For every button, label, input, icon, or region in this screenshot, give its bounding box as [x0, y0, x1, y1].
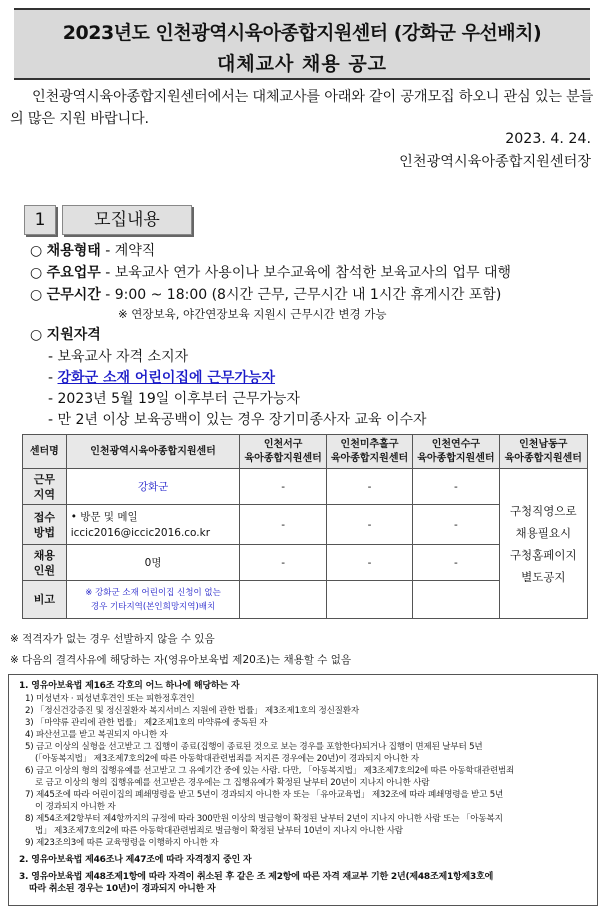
main-duty: ○ 주요업무 - 보육교사 연가 사용이나 보수교육에 참석한 보육교사의 업무 대행 — [30, 265, 512, 281]
work-hours: ○ 근무시간 - 9:00 ~ 18:00 (8시간 근무, 근무시간 내 1시간 휴게시간 포함) — [30, 287, 502, 303]
application-method: • 방문 및 메일 iccic2016@iccic2016.co.kr — [66, 505, 240, 545]
qual-item: - 강화군 소재 어린이집에 근무가능자 — [48, 370, 275, 386]
headcount: 0명 — [66, 545, 240, 581]
issuer-name: 인천광역시육아종합지원센터장 — [399, 154, 591, 170]
note-disqualification: ※ 다음의 결격사유에 해당하는 자(영유아보육법 제20조)는 채용할 수 없음 — [10, 654, 352, 666]
table-header: 인천광역시육아종합지원센터 — [66, 435, 240, 469]
bullet-icon: ○ — [30, 265, 43, 281]
work-region: 강화군 — [66, 469, 240, 505]
qual-item: - 보육교사 자격 소지자 — [48, 349, 189, 365]
recruitment-table — [22, 434, 588, 619]
title-banner — [14, 8, 590, 80]
bullet-icon: ○ — [30, 243, 43, 259]
qualifications-heading: ○ 지원자격 — [30, 327, 101, 343]
work-hours-note: ※ 연장보육, 야간연장보육 지원시 근무시간 변경 가능 — [118, 307, 387, 321]
qual-item: - 만 2년 이상 보육공백이 있는 경우 장기미종사자 교육 이수자 — [48, 412, 427, 428]
disqualification-box: 1. 영유아보육법 제16조 각호의 어느 하나에 해당하는 자 1) 미성년자 · 피성년후견인 또는 피한정후견인 2) 「정신건강증진 및 정신질환자 복지서비스 지원에 관한 법률」 제3조제1호의 정신질환자 3) 「마약류 관리에 관한 법률」 제2조제1호의 마약류에 중독된 자 4) 파산선고를 받고 복권되지 아니한 자 5) 금고 이상의 실형을 선고받고 그 집행이 종료(집행이 종료된 것으로 보는 경우를 포함한다)되거나 집행이 면제된 날부터 5년 (「아동복지법」 제3조제7호의2에 따른 아동학대관련범죄를 저지른 경우에는 20년)이 경과되지 아니한 자 6) 금고 이상의 형의 집행유예를 선고받고 그 유예기간 중에 있는 사람. 다만, 「아동복지법」 제3조제7호의2에 따른 아동학대관련범죄 로 금고 이상의 형의 집행유예를 선고받은 경우에는 그 집행유예가 확정된 날부터 20년이 지나지 아니한 사람 7) 제45조에 따라 어린이집의 폐쇄명령을 받고 5년이 경과되지 아니한 자 또는 「유아교육법」 제32조에 따라 폐쇄명령을 받고 5년 이 경과되지 아니한 자 8) 제54조제2항부터 제4항까지의 규정에 따라 300만원 이상의 벌금형이 확정된 날부터 2년이 지나지 아니한 사람 또는 「아동복지 법」 제3조제7호의2에 따른 아동학대관련범죄로 벌금형이 확정된 날부터 10년이 지나지 아니한 사람 9) 제23조의3에 따른 교육명령을 이행하지 아니한 자 2. 영유아보육법 제46조나 제47조에 따라 자격정지 중인 자 3. 영유아보육법 제48조제1항에 따라 자격이 취소된 후 같은 조 제2항에 따른 자격 재교부 기한 2년(제48조제1항제3호에 따라 취소된 경우는 10년)이 경과되지 아니한 자 — [8, 674, 598, 906]
employment-type: ○ 채용형태 - 계약직 — [30, 243, 156, 259]
title-line2: 대체교사 채용 공고 — [216, 53, 388, 75]
table-header: 인천서구 육아종합지원센터 — [240, 435, 326, 469]
table-row: 근무 지역 강화군 - - - 구청직영으로 채용필요시 구청홈페이지 별도공지 — [23, 469, 588, 505]
remarks: ※ 강화군 소재 어린이집 신청이 없는 경우 기타지역(본인희망지역)배치 — [66, 581, 240, 619]
qual-item: - 2023년 5월 19일 이후부터 근무가능자 — [48, 391, 300, 407]
bullet-icon: ○ — [30, 287, 43, 303]
intro-text: 인천광역시육아종합지원센터에서는 대체교사를 아래와 같이 공개모집 하오니 관심 있는 분들의 많은 지원 바랍니다. — [10, 89, 594, 127]
table-header: 인천연수구 육아종합지원센터 — [413, 435, 499, 469]
table-header: 인천미추홀구 육아종합지원센터 — [326, 435, 412, 469]
email-link[interactable]: iccic2016@iccic2016.co.kr — [70, 526, 211, 539]
note-qualified: ※ 적격자가 없는 경우 선발하지 않을 수 있음 — [10, 633, 215, 645]
section-number: 1 — [24, 205, 56, 235]
title-line1: 2023년도 인천광역시육아종합지원센터 (강화군 우선배치) — [62, 22, 542, 44]
table-header: 센터명 — [23, 435, 67, 469]
notice-date: 2023. 4. 24. — [505, 131, 591, 147]
table-row: 채용 인원 0명 - - - — [23, 545, 588, 581]
section-title: 모집내용 — [62, 205, 192, 235]
table-header: 인천남동구 육아종합지원센터 — [499, 435, 587, 469]
namdong-note: 구청직영으로 채용필요시 구청홈페이지 별도공지 — [499, 469, 587, 619]
table-row: 접수 방법 • 방문 및 메일 iccic2016@iccic2016.co.kr - - - — [23, 505, 588, 545]
table-row: 비고 ※ 강화군 소재 어린이집 신청이 없는 경우 기타지역(본인희망지역)배치 — [23, 581, 588, 619]
bullet-icon: ○ — [30, 327, 43, 343]
